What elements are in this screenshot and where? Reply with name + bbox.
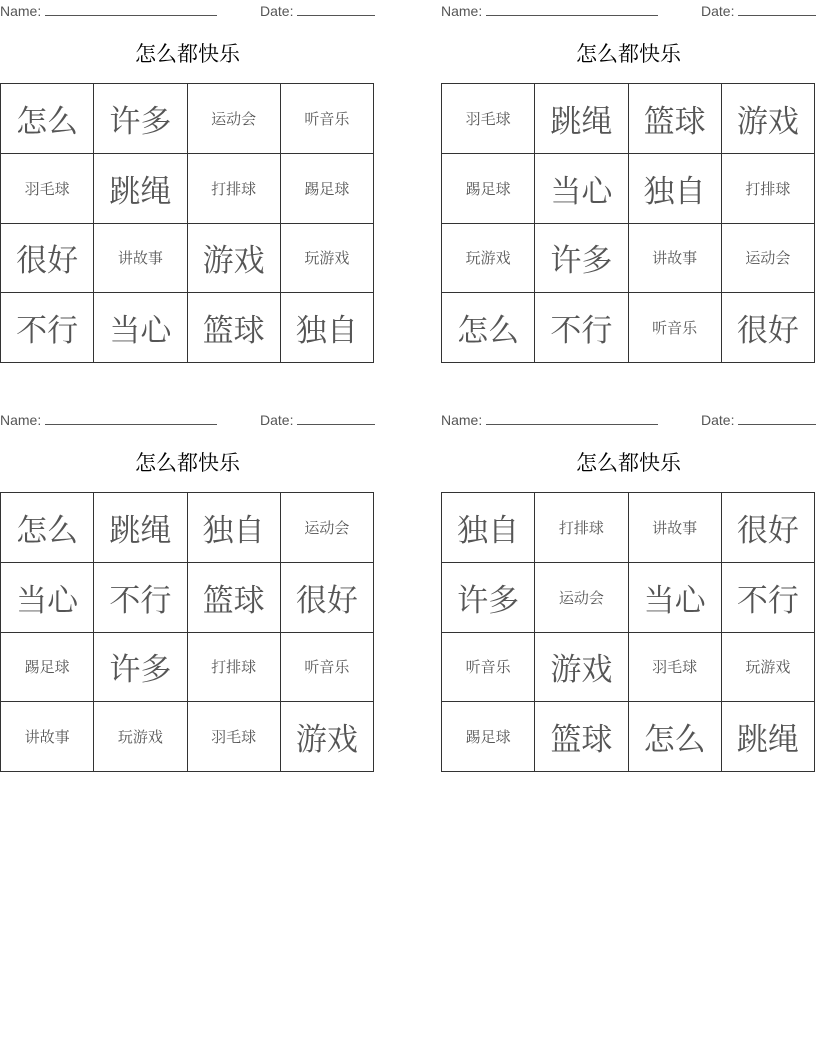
bingo-cell: 羽毛球 bbox=[1, 154, 94, 224]
bingo-cell: 跳绳 bbox=[722, 702, 815, 772]
bingo-cell: 很好 bbox=[281, 563, 374, 633]
bingo-cell: 听音乐 bbox=[281, 633, 374, 703]
bingo-cell: 玩游戏 bbox=[94, 702, 187, 772]
bingo-cell: 打排球 bbox=[722, 154, 815, 224]
card-title: 怎么都快乐 bbox=[576, 42, 681, 66]
bingo-cell: 打排球 bbox=[188, 154, 281, 224]
bingo-cell: 打排球 bbox=[188, 633, 281, 703]
bingo-cell: 听音乐 bbox=[629, 293, 722, 363]
bingo-cell: 篮球 bbox=[188, 293, 281, 363]
bingo-cell: 跳绳 bbox=[94, 154, 187, 224]
bingo-grid bbox=[441, 492, 815, 772]
name-date-row bbox=[441, 411, 816, 429]
name-label: Name: bbox=[441, 412, 483, 428]
name-field bbox=[0, 2, 217, 19]
bingo-cell: 讲故事 bbox=[629, 224, 722, 294]
name-label: Name: bbox=[0, 412, 42, 428]
name-label: Name: bbox=[0, 3, 42, 19]
bingo-cell: 羽毛球 bbox=[629, 633, 722, 703]
bingo-cell: 跳绳 bbox=[535, 84, 628, 154]
bingo-cell: 打排球 bbox=[535, 493, 628, 563]
bingo-cell: 怎么 bbox=[1, 493, 94, 563]
date-field bbox=[701, 411, 816, 428]
bingo-card-4 bbox=[441, 409, 816, 773]
bingo-cell: 当心 bbox=[629, 563, 722, 633]
name-date-row bbox=[0, 411, 375, 429]
bingo-cell: 玩游戏 bbox=[442, 224, 535, 294]
date-line bbox=[297, 2, 375, 16]
bingo-cell: 游戏 bbox=[722, 84, 815, 154]
bingo-cell: 当心 bbox=[94, 293, 187, 363]
name-line bbox=[45, 411, 217, 425]
bingo-card-2 bbox=[441, 0, 816, 364]
bingo-cell: 游戏 bbox=[281, 702, 374, 772]
date-field bbox=[260, 411, 375, 428]
bingo-cell: 跳绳 bbox=[94, 493, 187, 563]
date-label: Date: bbox=[701, 412, 735, 428]
date-line bbox=[297, 411, 375, 425]
bingo-grid bbox=[441, 83, 815, 363]
bingo-grid bbox=[0, 492, 374, 772]
bingo-cell: 许多 bbox=[94, 633, 187, 703]
bingo-cell: 讲故事 bbox=[1, 702, 94, 772]
card-title: 怎么都快乐 bbox=[135, 42, 240, 66]
bingo-grid bbox=[0, 83, 374, 363]
bingo-cell: 很好 bbox=[722, 493, 815, 563]
date-label: Date: bbox=[260, 3, 294, 19]
bingo-cell: 羽毛球 bbox=[188, 702, 281, 772]
name-field bbox=[441, 411, 658, 428]
date-field bbox=[260, 2, 375, 19]
bingo-cell: 不行 bbox=[1, 293, 94, 363]
date-line bbox=[738, 411, 816, 425]
bingo-cell: 独自 bbox=[188, 493, 281, 563]
name-date-row bbox=[441, 2, 816, 20]
bingo-card-3 bbox=[0, 409, 375, 773]
bingo-cell: 当心 bbox=[1, 563, 94, 633]
bingo-cell: 怎么 bbox=[1, 84, 94, 154]
bingo-cell: 讲故事 bbox=[629, 493, 722, 563]
bingo-cell: 独自 bbox=[629, 154, 722, 224]
bingo-cell: 踢足球 bbox=[442, 702, 535, 772]
name-field bbox=[0, 411, 217, 428]
bingo-cell: 怎么 bbox=[442, 293, 535, 363]
bingo-cell: 篮球 bbox=[188, 563, 281, 633]
date-label: Date: bbox=[260, 412, 294, 428]
bingo-cell: 讲故事 bbox=[94, 224, 187, 294]
date-line bbox=[738, 2, 816, 16]
name-label: Name: bbox=[441, 3, 483, 19]
bingo-cell: 许多 bbox=[442, 563, 535, 633]
bingo-cell: 不行 bbox=[722, 563, 815, 633]
bingo-cell: 玩游戏 bbox=[281, 224, 374, 294]
name-line bbox=[486, 411, 658, 425]
card-title: 怎么都快乐 bbox=[135, 451, 240, 475]
bingo-cell: 运动会 bbox=[281, 493, 374, 563]
bingo-cell: 运动会 bbox=[535, 563, 628, 633]
bingo-cell: 不行 bbox=[535, 293, 628, 363]
bingo-cell: 篮球 bbox=[629, 84, 722, 154]
bingo-cell: 独自 bbox=[442, 493, 535, 563]
bingo-cell: 玩游戏 bbox=[722, 633, 815, 703]
name-field bbox=[441, 2, 658, 19]
bingo-cell: 当心 bbox=[535, 154, 628, 224]
bingo-cell: 很好 bbox=[722, 293, 815, 363]
bingo-cell: 许多 bbox=[94, 84, 187, 154]
bingo-cell: 踢足球 bbox=[1, 633, 94, 703]
bingo-cell: 很好 bbox=[1, 224, 94, 294]
bingo-cell: 不行 bbox=[94, 563, 187, 633]
bingo-cell: 许多 bbox=[535, 224, 628, 294]
bingo-cell: 运动会 bbox=[722, 224, 815, 294]
bingo-card-1 bbox=[0, 0, 375, 364]
bingo-cell: 听音乐 bbox=[281, 84, 374, 154]
name-line bbox=[45, 2, 217, 16]
name-line bbox=[486, 2, 658, 16]
card-title: 怎么都快乐 bbox=[576, 451, 681, 475]
bingo-cell: 游戏 bbox=[535, 633, 628, 703]
bingo-cell: 羽毛球 bbox=[442, 84, 535, 154]
bingo-cell: 踢足球 bbox=[442, 154, 535, 224]
bingo-cell: 怎么 bbox=[629, 702, 722, 772]
date-field bbox=[701, 2, 816, 19]
name-date-row bbox=[0, 2, 375, 20]
bingo-cell: 踢足球 bbox=[281, 154, 374, 224]
bingo-cell: 游戏 bbox=[188, 224, 281, 294]
bingo-cell: 独自 bbox=[281, 293, 374, 363]
date-label: Date: bbox=[701, 3, 735, 19]
bingo-cell: 篮球 bbox=[535, 702, 628, 772]
bingo-cell: 听音乐 bbox=[442, 633, 535, 703]
bingo-cell: 运动会 bbox=[188, 84, 281, 154]
